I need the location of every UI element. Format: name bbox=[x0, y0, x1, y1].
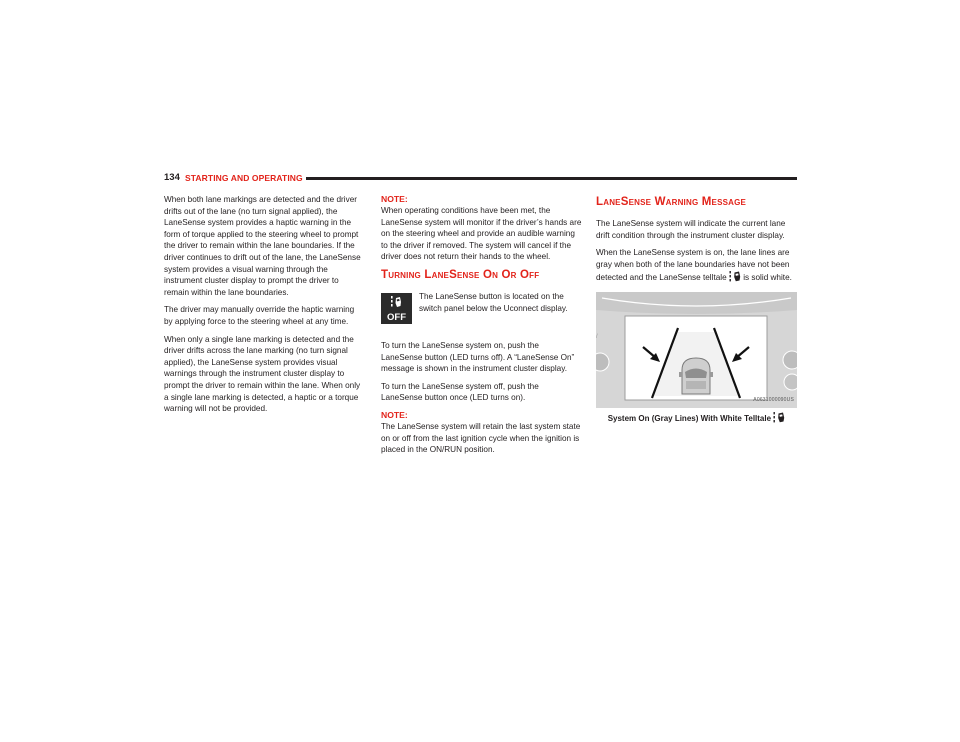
lane-car-icon bbox=[391, 296, 402, 309]
heading-turning-on-off: Turning LaneSense On Or Off bbox=[381, 268, 540, 281]
page-header bbox=[164, 172, 797, 186]
paragraph-turn-off: To turn the LaneSense system off, push the LaneSense button once (LED turns on). bbox=[381, 381, 539, 403]
note-retain-state: The LaneSense system will retain the last system state on or off from the last ignition cycle when the ignition is placed in the ON/RUN position. bbox=[381, 421, 581, 455]
heading-warning-message: LaneSense Warning Message bbox=[596, 196, 747, 208]
paragraph-manual-override: The driver may manually override the haptic warning by applying force to the steering wheel at any time. bbox=[164, 305, 355, 326]
column-3 bbox=[596, 194, 797, 424]
paragraph-lane-drift: The LaneSense system will indicate the current lane drift condition through the instrument cluster display. bbox=[596, 219, 786, 240]
figure-caption bbox=[596, 411, 797, 424]
header-rule bbox=[306, 177, 797, 180]
solid-white-text: is solid white. bbox=[743, 273, 792, 283]
paragraph-gray-lines bbox=[596, 247, 797, 284]
paragraph-both-lane-markings: When both lane markings are detected and the driver drifts out of the lane (no turn signal applied), the LaneSense system provides a haptic warning in the form of torque applied to the steering wheel to prompt the driver to remain within the lane boundaries. If the driver continues to drift out of the lane, the LaneSense system provides a visual warning through the instrument cluster display to prompt the driver to remain within the lane boundaries. bbox=[164, 195, 361, 297]
cluster-display-figure bbox=[596, 292, 797, 408]
column-2 bbox=[381, 194, 582, 462]
svg-text:/: / bbox=[596, 333, 598, 340]
note-hands-on-wheel: When operating conditions have been met, the LaneSense system will monitor if the driver’s hands are on the steering wheel and provide an audible warning to the driver if removed. The system will cancel if the driver does not return their hands to the wheel. bbox=[381, 206, 582, 262]
page-number: 134 bbox=[164, 172, 180, 183]
column-1 bbox=[164, 194, 362, 421]
button-location-text: The LaneSense button is located on the switch panel below the Uconnect display. bbox=[419, 291, 568, 313]
cluster-display-illustration bbox=[596, 292, 797, 408]
off-label: OFF bbox=[387, 311, 406, 323]
paragraph-single-lane-marking: When only a single lane marking is detected and the driver drifts across the lane marking (no turn signal applied), the LaneSense system provides visual warnings through the instrument cluster display to prompt the driver to remain within the lane. When only a single lane marking is detected, a haptic or a torque warning will not be provided. bbox=[164, 334, 361, 414]
note-label: NOTE: bbox=[381, 194, 408, 204]
lanesense-off-button-icon bbox=[381, 293, 412, 324]
section-title: STARTING AND OPERATING bbox=[185, 172, 303, 183]
white-telltale-icon bbox=[773, 411, 785, 423]
caption-text: System On (Gray Lines) With White Telltale bbox=[607, 413, 772, 423]
lanesense-telltale-icon bbox=[729, 270, 741, 282]
paragraph-turn-on: To turn the LaneSense system on, push the LaneSense button (LED turns off). A “LaneSense On” message is shown in the instrument cluster display. bbox=[381, 340, 575, 374]
gray-lines-text: When the LaneSense system is on, the lane lines are gray when both of the lane boundaries have not been detected and the LaneSense telltale bbox=[596, 248, 790, 283]
note-label-2: NOTE: bbox=[381, 409, 408, 420]
lanesense-button-intro bbox=[381, 291, 582, 339]
figure-id: A0631000090US bbox=[753, 397, 794, 404]
